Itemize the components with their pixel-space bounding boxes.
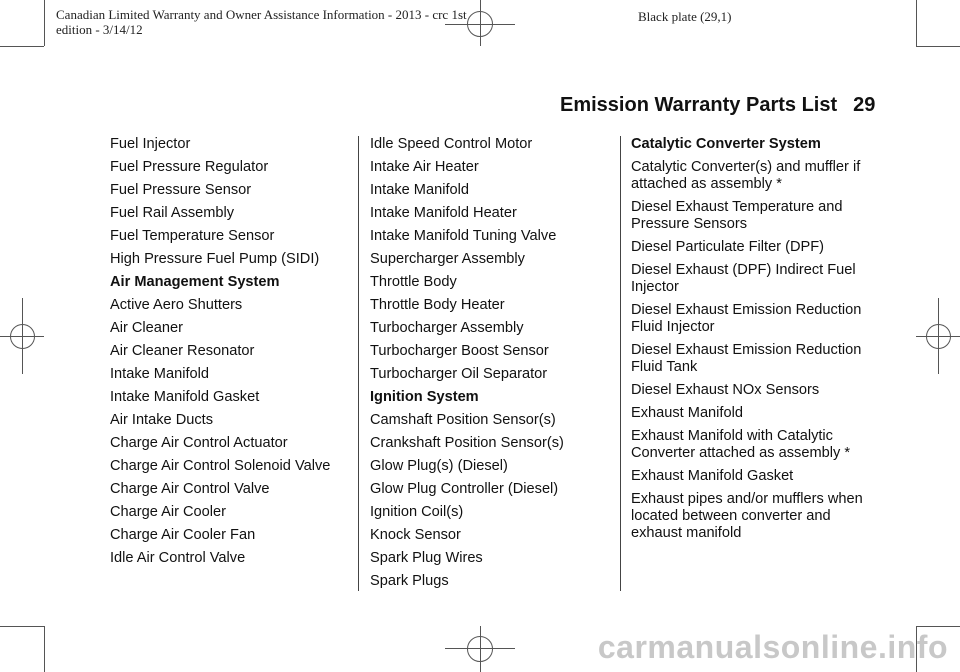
print-meta-left (56, 7, 496, 37)
list-item: Spark Plugs (370, 573, 449, 589)
list-item: Diesel Particulate Filter (DPF) (631, 239, 825, 255)
list-item: Catalytic Converter(s) and muffler if attached as assembly * (631, 159, 861, 192)
list-item: Intake Manifold Heater (370, 205, 517, 221)
list-item: Exhaust Manifold with Catalytic Converter attached as assembly * (631, 428, 851, 461)
section-heading: Catalytic Converter System (631, 136, 821, 152)
list-item: Exhaust pipes and/or mufflers when located between converter and exhaust manifold (631, 491, 863, 541)
list-item: Charge Air Control Actuator (110, 435, 288, 451)
list-item: Charge Air Control Solenoid Valve (110, 458, 331, 474)
list-item: Fuel Temperature Sensor (110, 228, 275, 244)
list-item: Glow Plug(s) (Diesel) (370, 458, 508, 474)
list-item: Camshaft Position Sensor(s) (370, 412, 556, 428)
column-divider-2 (620, 136, 621, 591)
list-item: Intake Air Heater (370, 159, 479, 175)
list-item: Throttle Body Heater (370, 297, 505, 313)
list-item: Crankshaft Position Sensor(s) (370, 435, 564, 451)
list-item: Exhaust Manifold Gasket (631, 468, 794, 484)
list-item: Air Cleaner (110, 320, 183, 336)
list-item: Ignition Coil(s) (370, 504, 464, 520)
list-item: Air Intake Ducts (110, 412, 214, 428)
parts-column-1 (110, 136, 350, 573)
watermark: carmanualsonline.info (597, 629, 948, 665)
page-header (560, 94, 875, 117)
list-item: High Pressure Fuel Pump (SIDI) (110, 251, 320, 267)
list-item: Air Cleaner Resonator (110, 343, 255, 359)
list-item: Fuel Rail Assembly (110, 205, 235, 221)
page-title: Emission Warranty Parts List (560, 94, 838, 116)
list-item: Idle Speed Control Motor (370, 136, 533, 152)
list-item: Exhaust Manifold (631, 405, 743, 421)
list-item: Intake Manifold (110, 366, 209, 382)
section-heading: Air Management System (110, 274, 280, 290)
print-meta-line-2: edition - 3/14/12 (56, 22, 143, 37)
list-item: Intake Manifold (370, 182, 469, 198)
list-item: Supercharger Assembly (370, 251, 525, 267)
list-item: Active Aero Shutters (110, 297, 243, 313)
list-item: Turbocharger Oil Separator (370, 366, 548, 382)
page-number: 29 (853, 94, 876, 116)
list-item: Diesel Exhaust Emission Reduction Fluid Injector (631, 302, 862, 335)
list-item: Intake Manifold Tuning Valve (370, 228, 557, 244)
list-item: Diesel Exhaust (DPF) Indirect Fuel Injector (631, 262, 856, 295)
column-divider-1 (358, 136, 359, 591)
list-item: Diesel Exhaust Temperature and Pressure Sensors (631, 199, 843, 232)
list-item: Diesel Exhaust Emission Reduction Fluid Tank (631, 342, 862, 375)
list-item: Idle Air Control Valve (110, 550, 246, 566)
list-item: Charge Air Cooler Fan (110, 527, 256, 543)
list-item: Spark Plug Wires (370, 550, 483, 566)
list-item: Intake Manifold Gasket (110, 389, 260, 405)
parts-column-2 (370, 136, 610, 596)
list-item: Throttle Body (370, 274, 457, 290)
list-item: Knock Sensor (370, 527, 461, 543)
print-meta-right: Black plate (29,1) (638, 9, 732, 24)
list-item: Fuel Pressure Regulator (110, 159, 269, 175)
list-item: Fuel Pressure Sensor (110, 182, 252, 198)
print-meta-line-1: Canadian Limited Warranty and Owner Assistance Information - 2013 - crc 1st (56, 7, 467, 22)
list-item: Glow Plug Controller (Diesel) (370, 481, 559, 497)
parts-column-3 (631, 136, 881, 548)
list-item: Charge Air Cooler (110, 504, 226, 520)
list-item: Turbocharger Assembly (370, 320, 524, 336)
section-heading: Ignition System (370, 389, 479, 405)
list-item: Diesel Exhaust NOx Sensors (631, 382, 820, 398)
list-item: Fuel Injector (110, 136, 191, 152)
list-item: Turbocharger Boost Sensor (370, 343, 549, 359)
list-item: Charge Air Control Valve (110, 481, 270, 497)
